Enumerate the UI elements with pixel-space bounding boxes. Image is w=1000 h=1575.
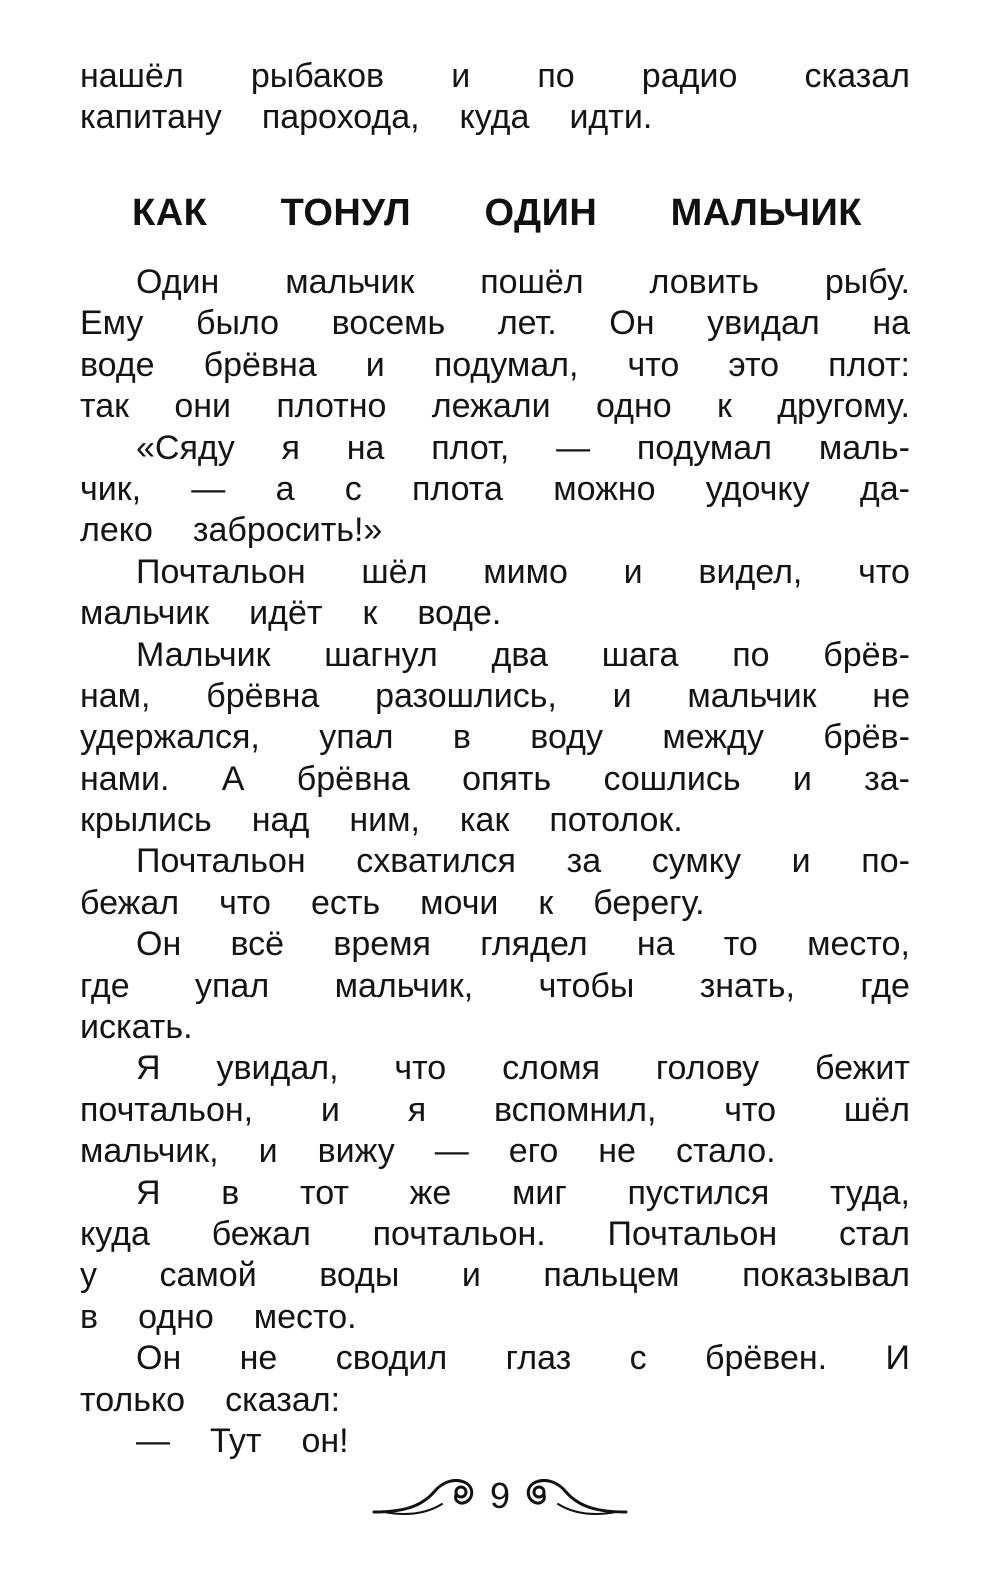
text-line — [80, 1048, 910, 1089]
word: забросить!» — [192, 511, 383, 550]
word: шёл — [843, 1090, 910, 1129]
word: увидал — [707, 304, 820, 343]
text-line — [80, 469, 910, 510]
word: и — [623, 552, 643, 591]
word: плота — [412, 469, 503, 508]
word: его — [508, 1132, 559, 1171]
word: бежал — [211, 1214, 311, 1253]
word: не — [872, 676, 910, 715]
text-line — [80, 717, 910, 758]
word: только — [80, 1380, 186, 1419]
story-title — [132, 192, 862, 235]
word: мальчик — [80, 594, 210, 633]
text-line — [80, 386, 910, 427]
word: к — [538, 883, 554, 922]
word: лежали — [431, 387, 551, 426]
word: шагнул — [324, 635, 438, 674]
word: воде — [80, 345, 155, 384]
word: Он — [136, 1339, 182, 1378]
word: плотно — [276, 387, 387, 426]
text-line — [80, 56, 910, 97]
word: пошёл — [480, 263, 584, 301]
word: мальчик, — [80, 1132, 219, 1171]
word: показывал — [742, 1256, 910, 1295]
word: сошлись — [603, 759, 741, 798]
word: бежит — [815, 1049, 910, 1088]
word: упал — [195, 966, 270, 1005]
title-word: ТОНУЛ — [280, 192, 412, 234]
word: в — [452, 718, 471, 757]
word: воду — [530, 718, 603, 757]
word: что — [627, 345, 680, 384]
word: место, — [807, 925, 910, 964]
word: стал — [839, 1214, 910, 1253]
word: туда, — [829, 1173, 910, 1212]
word: мимо — [483, 552, 568, 591]
word: — — [191, 469, 226, 508]
word: чик, — [80, 469, 142, 508]
word: нашёл — [80, 57, 184, 95]
word: брёвна — [206, 676, 320, 715]
word: у — [80, 1256, 97, 1295]
word: и — [451, 57, 471, 95]
word: — — [136, 1421, 170, 1460]
word: а — [275, 469, 295, 508]
text-line — [80, 841, 910, 882]
word: я — [407, 1090, 427, 1129]
word: сумку — [651, 842, 741, 881]
word: по- — [861, 842, 910, 881]
word: радио — [641, 57, 738, 95]
word: нами. — [80, 759, 170, 798]
word: почтальон. — [372, 1214, 546, 1253]
word: что — [724, 1090, 777, 1129]
word: Он — [136, 925, 182, 964]
word: в — [221, 1173, 240, 1212]
text-line — [80, 1007, 910, 1048]
word: мальчик — [687, 676, 817, 715]
word: подумал, — [433, 345, 579, 384]
word: за — [566, 842, 602, 881]
word: сломя — [502, 1049, 601, 1088]
word: искать. — [80, 1008, 193, 1047]
word: воде. — [417, 594, 502, 633]
word: по — [732, 635, 770, 674]
word: Почтальон — [607, 1214, 778, 1253]
title-word: КАК — [132, 192, 208, 234]
word: мальчик — [285, 263, 415, 301]
text-line — [80, 1255, 910, 1296]
word: и — [461, 1256, 481, 1295]
word: пустился — [627, 1173, 770, 1212]
word: удочку — [705, 469, 810, 508]
story-body — [80, 262, 910, 1462]
right-swirl-ornament-icon — [520, 1468, 630, 1524]
word: сказал — [804, 57, 910, 95]
text-line — [80, 1338, 910, 1379]
word: куда — [80, 1214, 150, 1253]
word: всё — [230, 925, 285, 964]
word: брёвна — [203, 345, 317, 384]
word: чтобы — [538, 966, 635, 1005]
word: можно — [553, 469, 656, 508]
word: где — [860, 966, 910, 1005]
text-line — [80, 1214, 910, 1255]
word: где — [80, 966, 130, 1005]
word: восемь — [331, 304, 446, 343]
word: маль- — [818, 428, 910, 467]
word: и — [791, 842, 811, 881]
text-line — [80, 966, 910, 1007]
word: с — [629, 1339, 647, 1378]
word: И — [885, 1339, 910, 1378]
word: есть — [310, 883, 381, 922]
word: мальчик, — [334, 966, 474, 1005]
word: шага — [601, 635, 679, 674]
word: Мальчик — [136, 635, 271, 674]
word: за- — [864, 759, 910, 798]
word: брёвна — [296, 759, 410, 798]
word: не — [239, 1339, 278, 1378]
word: да- — [859, 469, 910, 508]
word: время — [333, 925, 431, 964]
word: вспомнил, — [493, 1090, 657, 1129]
word: Один — [136, 263, 220, 301]
word: увидал, — [216, 1049, 339, 1088]
text-line — [80, 593, 910, 634]
word: схватился — [356, 842, 516, 881]
word: к — [717, 387, 732, 426]
word: Тут — [210, 1421, 262, 1460]
word: место. — [253, 1297, 357, 1336]
word: голову — [655, 1049, 760, 1088]
word: видел, — [698, 552, 803, 591]
word: плот, — [431, 428, 510, 467]
text-line — [80, 676, 910, 717]
text-line — [80, 635, 910, 676]
text-line — [80, 1131, 910, 1172]
word: и — [320, 1090, 340, 1129]
word: капитану — [80, 98, 222, 137]
word: куда — [459, 98, 530, 137]
word: Я — [136, 1049, 161, 1088]
word: шёл — [361, 552, 428, 591]
word: в — [80, 1297, 99, 1336]
word: брёвен. — [705, 1339, 828, 1378]
word: я — [281, 428, 300, 467]
word: на — [872, 304, 910, 343]
word: берегу. — [593, 883, 705, 922]
word: так — [80, 387, 129, 426]
word: ловить — [649, 263, 759, 301]
word: бежал — [80, 883, 180, 922]
word: по — [537, 57, 575, 95]
word: ним, — [349, 801, 420, 840]
word: Почтальон — [136, 842, 306, 881]
word: лет. — [497, 304, 557, 343]
word: «Сяду — [136, 428, 235, 467]
word: миг — [511, 1173, 567, 1212]
word: — — [556, 428, 591, 467]
word: — — [434, 1132, 469, 1171]
word: одно — [138, 1297, 214, 1336]
word: два — [491, 635, 548, 674]
text-line — [80, 97, 910, 138]
text-line — [80, 1173, 910, 1214]
word: не — [598, 1132, 636, 1171]
word: упал — [319, 718, 394, 757]
word: А — [221, 759, 245, 798]
word: другому. — [777, 387, 910, 426]
word: над — [251, 801, 310, 840]
word: и — [792, 759, 812, 798]
word: глаз — [505, 1339, 572, 1378]
text-line — [80, 1090, 910, 1131]
word: между — [662, 718, 764, 757]
word: Почтальон — [136, 552, 306, 591]
text-line — [80, 262, 910, 303]
continuation-paragraph — [80, 56, 910, 139]
word: одно — [595, 387, 672, 426]
word: знать, — [699, 966, 795, 1005]
word: брёв- — [823, 718, 910, 757]
word: нам, — [80, 676, 151, 715]
word: тот — [300, 1173, 349, 1212]
word: стало. — [675, 1132, 776, 1171]
word: потолок. — [549, 801, 683, 840]
text-line — [80, 924, 910, 965]
text-line — [80, 1380, 910, 1421]
text-line — [80, 345, 910, 386]
word: удержался, — [80, 718, 260, 757]
word: опять — [462, 759, 552, 798]
word: глядел — [480, 925, 588, 964]
page-number: 9 — [489, 1475, 511, 1516]
word: что — [394, 1049, 447, 1088]
word: рыбу. — [824, 263, 910, 301]
word: с — [344, 469, 362, 508]
word: Я — [136, 1173, 161, 1212]
text-line — [80, 1421, 910, 1462]
word: идёт — [249, 594, 323, 633]
word: что — [219, 883, 271, 922]
word: рыбаков — [250, 57, 385, 95]
word: то — [723, 925, 758, 964]
title-word: ОДИН — [484, 192, 598, 234]
word: к — [362, 594, 378, 633]
word: и — [365, 345, 385, 384]
word: Он — [609, 304, 655, 343]
text-line — [80, 428, 910, 469]
word: они — [174, 387, 232, 426]
word: воды — [319, 1256, 400, 1295]
text-line — [80, 800, 910, 841]
word: разошлись, — [375, 676, 557, 715]
word: вижу — [317, 1132, 395, 1171]
word: мочи — [420, 883, 499, 922]
word: на — [636, 925, 675, 964]
word: сказал: — [225, 1380, 341, 1419]
word: леко — [80, 511, 153, 550]
word: он! — [301, 1421, 349, 1460]
word: на — [346, 428, 385, 467]
word: парохода, — [261, 98, 420, 137]
word: подумал — [636, 428, 773, 467]
word: сводил — [335, 1339, 448, 1378]
word: плот: — [828, 345, 910, 384]
word: почтальон, — [80, 1090, 254, 1129]
page-footer — [370, 1468, 630, 1528]
word: же — [409, 1173, 452, 1212]
word: самой — [159, 1256, 257, 1295]
text-line — [80, 303, 910, 344]
text-line — [80, 1297, 910, 1338]
text-line — [80, 510, 910, 551]
word: было — [196, 304, 280, 343]
word: Ему — [80, 304, 144, 343]
word: как — [459, 801, 510, 840]
text-line — [80, 759, 910, 800]
title-word: МАЛЬЧИК — [670, 192, 862, 234]
word: что — [858, 552, 910, 591]
text-line — [80, 883, 910, 924]
word: идти. — [569, 98, 653, 137]
word: пальцем — [543, 1256, 680, 1295]
word: брёв- — [823, 635, 910, 674]
word: крылись — [80, 801, 212, 840]
text-line — [80, 552, 910, 593]
word: и — [612, 676, 632, 715]
word: это — [728, 345, 780, 384]
word: и — [258, 1132, 278, 1171]
